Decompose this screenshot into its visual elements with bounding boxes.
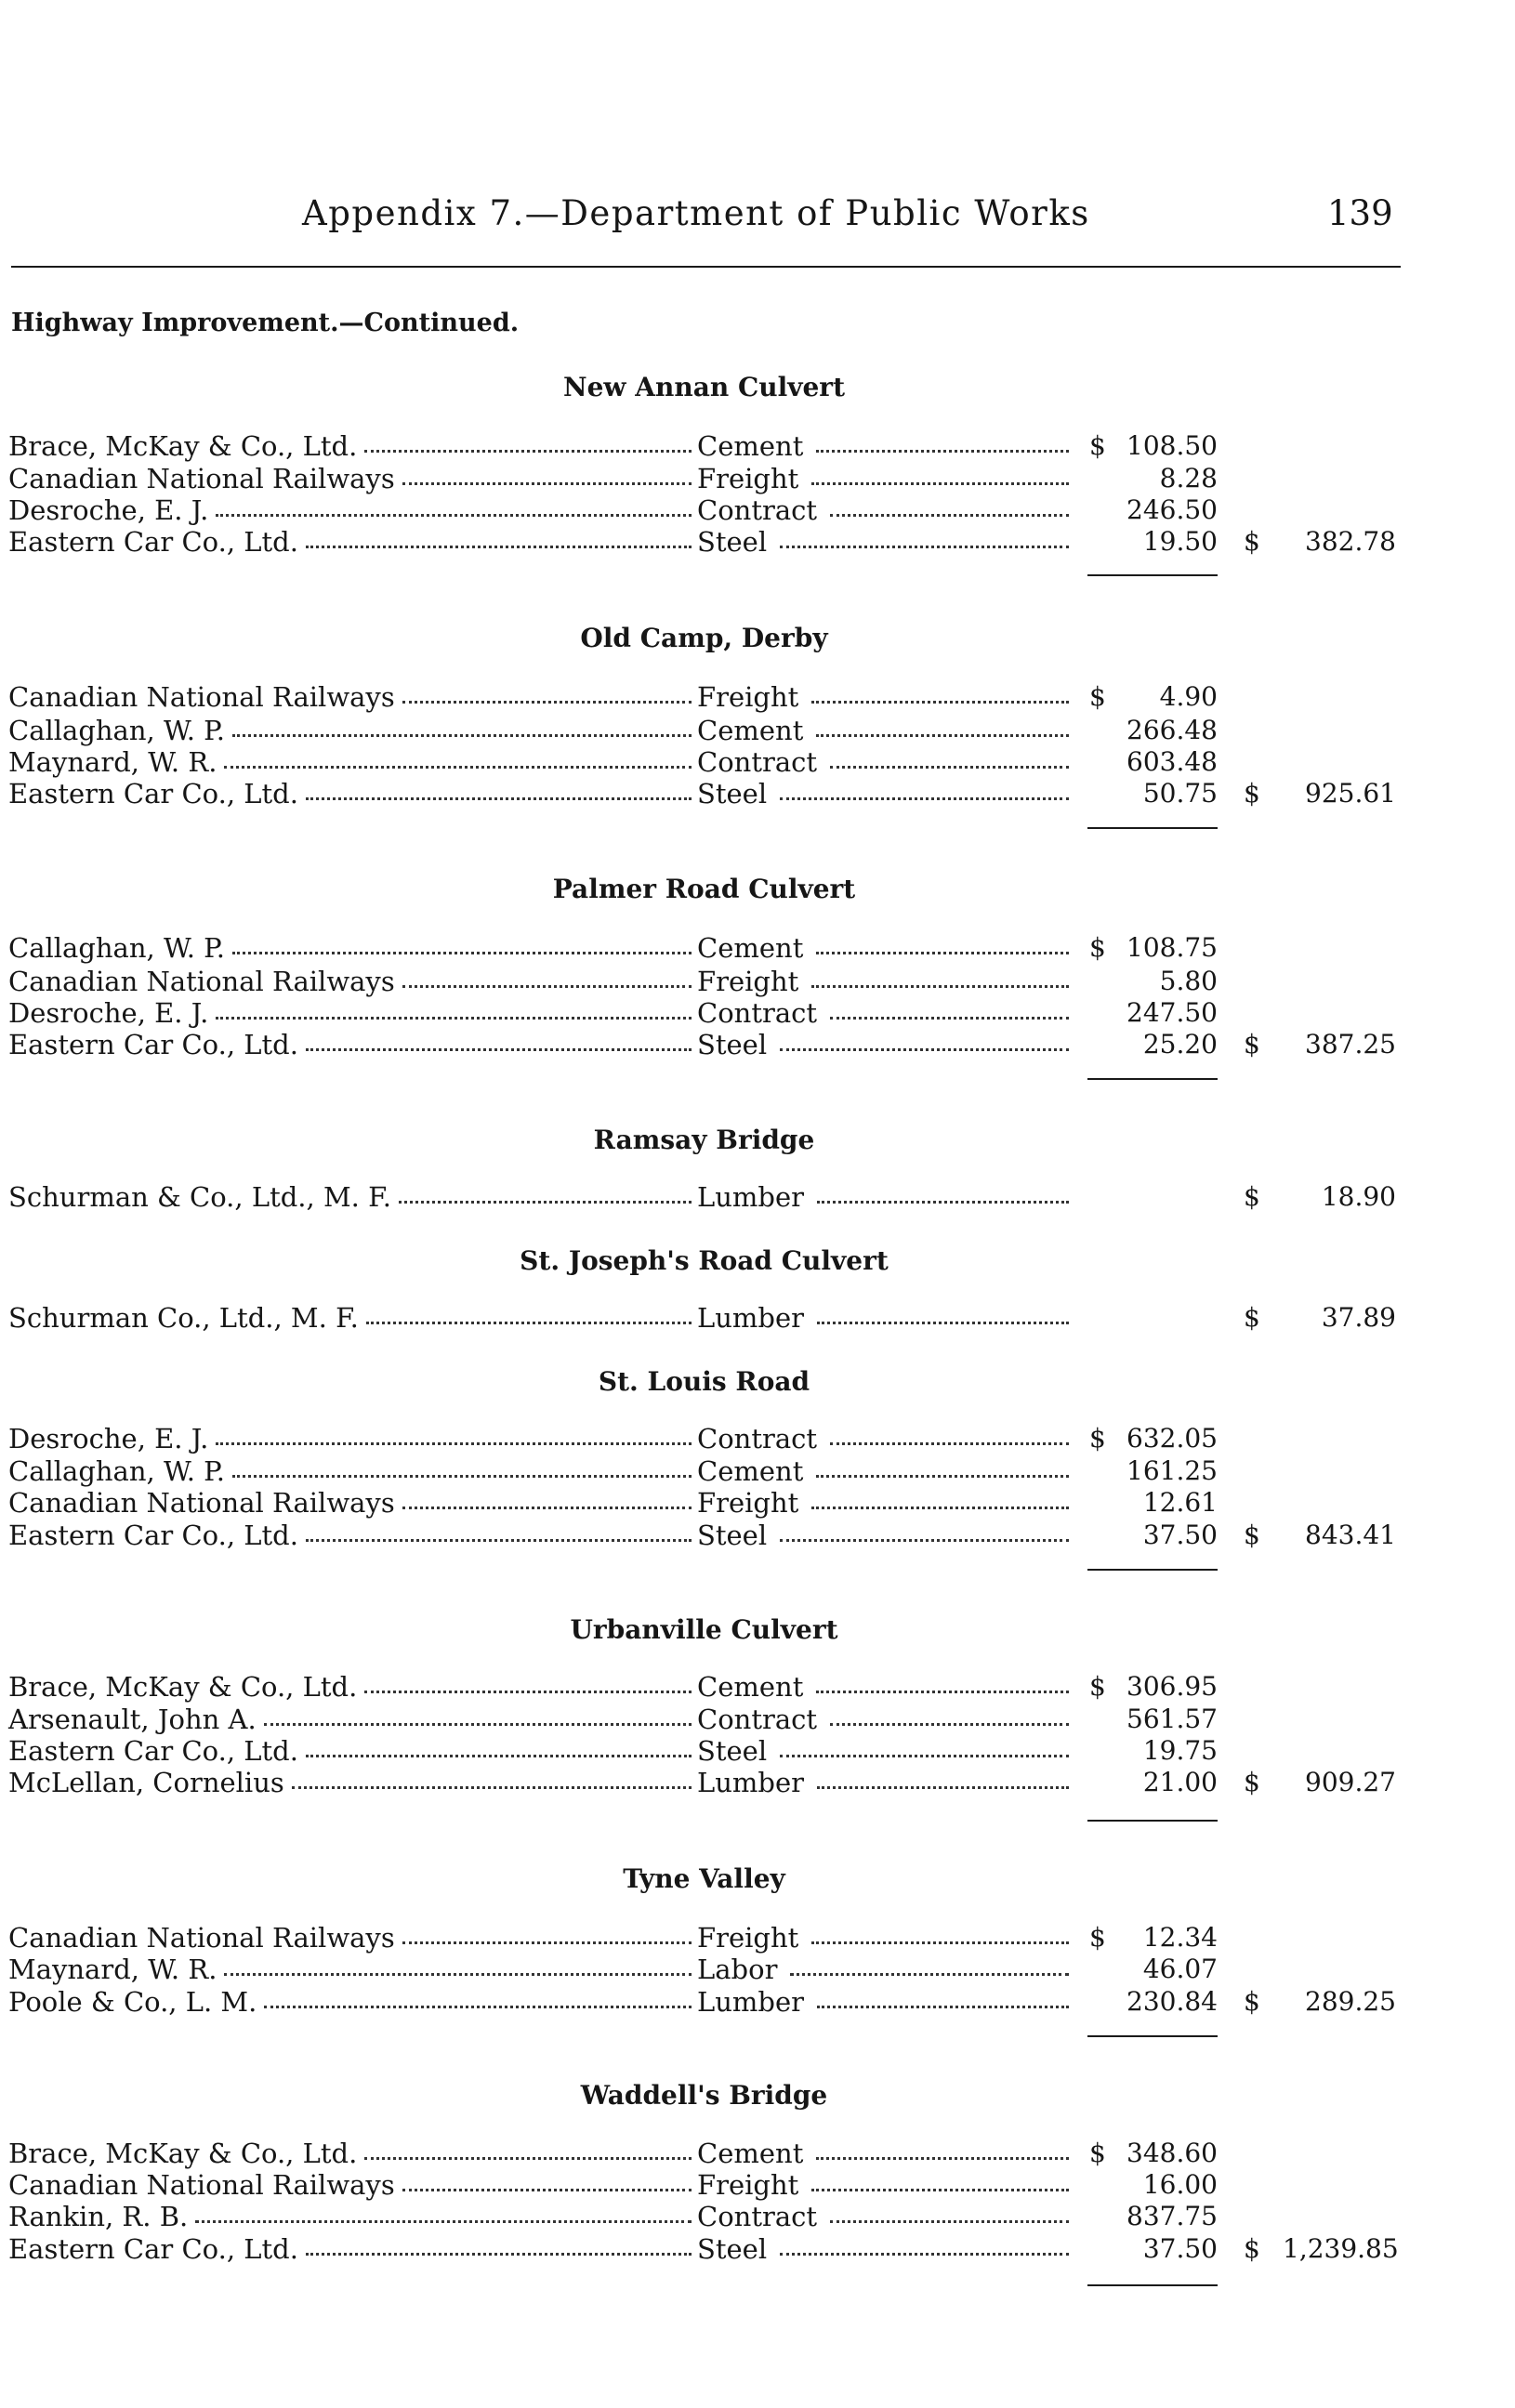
total-dollar-sign: $	[1244, 1520, 1260, 1550]
table-row	[0, 931, 1515, 965]
table-row	[0, 429, 1515, 463]
payee-name: Arsenault, John A.	[8, 1704, 257, 1735]
leader-dots	[364, 1691, 692, 1693]
table-row	[0, 1454, 1515, 1488]
group-total: 909.27	[1305, 1767, 1396, 1797]
payee-name: Eastern Car Co., Ltd.	[8, 1735, 298, 1767]
amount-value: 4.90	[1159, 681, 1218, 712]
table-row	[0, 745, 1515, 779]
expense-item: Labor	[697, 1954, 778, 1985]
table-row	[0, 2232, 1515, 2266]
dollar-sign: $	[1089, 1671, 1106, 1702]
amount-value: 19.75	[1142, 1735, 1218, 1766]
table-row	[0, 2137, 1515, 2170]
amount-value: 12.61	[1142, 1487, 1218, 1518]
leader-dots	[224, 766, 692, 769]
amount-value: 25.20	[1142, 1029, 1218, 1059]
expense-item: Contract	[697, 494, 818, 526]
leader-dots	[216, 1442, 692, 1445]
group-title: Ramsay Bridge	[593, 1125, 815, 1155]
leader-dots	[790, 1973, 1069, 1976]
table-row	[0, 1422, 1515, 1455]
expense-item: Steel	[697, 526, 768, 558]
expense-item: Cement	[697, 2138, 804, 2169]
subtotal-rule	[1087, 2035, 1218, 2037]
leader-dots	[780, 1048, 1069, 1051]
leader-dots	[780, 546, 1069, 548]
total-dollar-sign: $	[1244, 1181, 1260, 1212]
leader-dots	[816, 1475, 1069, 1478]
dollar-sign: $	[1089, 2138, 1106, 2168]
amount-value: 246.50	[1126, 494, 1218, 525]
leader-dots	[306, 1048, 692, 1051]
payee-name: Eastern Car Co., Ltd.	[8, 1029, 298, 1060]
leader-dots	[816, 1691, 1069, 1693]
leader-dots	[224, 1973, 692, 1976]
leader-dots	[264, 2006, 692, 2008]
subtotal-rule	[1087, 574, 1218, 576]
table-row	[0, 1028, 1515, 1061]
expense-item: Cement	[697, 715, 804, 746]
payee-name: Rankin, R. B.	[8, 2201, 189, 2232]
leader-dots	[830, 514, 1069, 517]
table-row	[0, 1766, 1515, 1799]
expense-item: Lumber	[697, 1986, 805, 2018]
table-row	[0, 996, 1515, 1030]
leader-dots	[780, 1539, 1069, 1542]
group-total: 925.61	[1305, 778, 1396, 809]
table-row	[0, 462, 1515, 495]
amount-value: 37.50	[1142, 1520, 1218, 1550]
group-total: 37.89	[1321, 1302, 1396, 1333]
amount-value: 603.48	[1126, 746, 1218, 777]
amount-value: 12.34	[1142, 1922, 1218, 1953]
payee-name: Desroche, E. J.	[8, 494, 209, 526]
payee-name: Canadian National Railways	[8, 966, 395, 997]
amount-value: 21.00	[1142, 1767, 1218, 1797]
group-total: 843.41	[1305, 1520, 1396, 1550]
leader-dots	[402, 701, 692, 704]
payee-name: Desroche, E. J.	[8, 1423, 209, 1454]
payee-name: Brace, McKay & Co., Ltd.	[8, 2138, 358, 2169]
amount-value: 161.25	[1126, 1455, 1218, 1486]
total-dollar-sign: $	[1244, 2233, 1260, 2264]
leader-dots	[830, 766, 1069, 769]
amount-value: 108.75	[1126, 932, 1218, 963]
expense-item: Contract	[697, 2201, 818, 2232]
leader-dots	[811, 482, 1069, 485]
leader-dots	[780, 1755, 1069, 1757]
expense-item: Steel	[697, 1735, 768, 1767]
leader-dots	[830, 1442, 1069, 1445]
dollar-sign: $	[1089, 1423, 1106, 1454]
expense-item: Cement	[697, 1455, 804, 1487]
payee-name: Callaghan, W. P.	[8, 932, 225, 964]
table-row	[0, 714, 1515, 747]
expense-item: Contract	[697, 1704, 818, 1735]
leader-dots	[399, 1201, 692, 1204]
table-row	[0, 965, 1515, 998]
group-title: Waddell's Bridge	[580, 2080, 828, 2111]
expense-item: Lumber	[697, 1181, 805, 1213]
table-row	[0, 1703, 1515, 1736]
leader-dots	[811, 1507, 1069, 1509]
leader-dots	[811, 985, 1069, 988]
leader-dots	[306, 546, 692, 548]
payee-name: Canadian National Railways	[8, 1487, 395, 1519]
leader-dots	[232, 952, 692, 954]
total-dollar-sign: $	[1244, 526, 1260, 557]
leader-dots	[817, 2006, 1069, 2008]
subtotal-rule	[1087, 1078, 1218, 1080]
expense-item: Steel	[697, 1029, 768, 1060]
expense-item: Lumber	[697, 1302, 805, 1334]
leader-dots	[830, 1017, 1069, 1020]
leader-dots	[780, 2253, 1069, 2256]
table-row	[0, 525, 1515, 559]
group-title: St. Louis Road	[598, 1366, 810, 1397]
amount-value: 8.28	[1159, 463, 1218, 493]
group-title: St. Joseph's Road Culvert	[520, 1245, 889, 1276]
leader-dots	[306, 1755, 692, 1757]
leader-dots	[306, 2253, 692, 2256]
leader-dots	[364, 2157, 692, 2160]
table-row	[0, 1921, 1515, 1954]
leader-dots	[811, 2189, 1069, 2191]
group-total: 382.78	[1305, 526, 1396, 557]
leader-dots	[232, 734, 692, 737]
group-title: Old Camp, Derby	[580, 623, 828, 653]
subtotal-rule	[1087, 2284, 1218, 2286]
leader-dots	[402, 985, 692, 988]
payee-name: Maynard, W. R.	[8, 746, 217, 778]
amount-value: 16.00	[1142, 2169, 1218, 2200]
leader-dots	[816, 2157, 1069, 2160]
amount-value: 561.57	[1126, 1704, 1218, 1734]
group-title: Tyne Valley	[623, 1863, 785, 1894]
leader-dots	[402, 482, 692, 485]
table-row	[0, 1519, 1515, 1552]
subtotal-rule	[1087, 827, 1218, 829]
group-total: 1,239.85	[1283, 2233, 1399, 2264]
expense-item: Freight	[697, 681, 799, 713]
subtotal-rule	[1087, 1820, 1218, 1822]
payee-name: Canadian National Railways	[8, 681, 395, 713]
group-title: New Annan Culvert	[563, 372, 845, 402]
dollar-sign: $	[1089, 681, 1106, 712]
amount-value: 37.50	[1142, 2233, 1218, 2264]
payee-name: Brace, McKay & Co., Ltd.	[8, 1671, 358, 1703]
expense-item: Freight	[697, 463, 799, 494]
total-dollar-sign: $	[1244, 1302, 1260, 1333]
leader-dots	[816, 952, 1069, 954]
header-rule	[11, 266, 1401, 268]
leader-dots	[402, 1507, 692, 1509]
running-title: Appendix 7.—Department of Public Works	[302, 193, 1090, 233]
payee-name: Poole & Co., L. M.	[8, 1986, 257, 2018]
leader-dots	[817, 1786, 1069, 1789]
expense-item: Cement	[697, 430, 804, 462]
group-total: 387.25	[1305, 1029, 1396, 1059]
amount-value: 230.84	[1126, 1986, 1218, 2017]
amount-value: 5.80	[1159, 966, 1218, 996]
expense-item: Steel	[697, 778, 768, 809]
payee-name: Eastern Car Co., Ltd.	[8, 526, 298, 558]
table-row	[0, 1985, 1515, 2019]
table-row	[0, 1953, 1515, 1986]
total-dollar-sign: $	[1244, 1986, 1260, 2017]
payee-name: Eastern Car Co., Ltd.	[8, 2233, 298, 2265]
expense-item: Lumber	[697, 1767, 805, 1798]
leader-dots	[264, 1723, 692, 1726]
leader-dots	[216, 514, 692, 517]
amount-value: 632.05	[1126, 1423, 1218, 1454]
leader-dots	[366, 1322, 692, 1324]
dollar-sign: $	[1089, 932, 1106, 963]
table-row	[0, 1486, 1515, 1520]
leader-dots	[816, 450, 1069, 453]
table-row	[0, 1301, 1515, 1335]
group-title: Palmer Road Culvert	[552, 874, 856, 904]
expense-item: Steel	[697, 2233, 768, 2265]
expense-item: Steel	[697, 1520, 768, 1551]
amount-value: 46.07	[1142, 1954, 1218, 1984]
leader-dots	[402, 1941, 692, 1944]
table-row	[0, 777, 1515, 810]
leader-dots	[817, 1322, 1069, 1324]
dollar-sign: $	[1089, 1922, 1106, 1953]
payee-name: Callaghan, W. P.	[8, 1455, 225, 1487]
payee-name: Eastern Car Co., Ltd.	[8, 1520, 298, 1551]
table-row	[0, 2168, 1515, 2202]
expense-item: Contract	[697, 997, 818, 1029]
leader-dots	[780, 797, 1069, 800]
table-row	[0, 1670, 1515, 1704]
leader-dots	[817, 1201, 1069, 1204]
payee-name: Canadian National Railways	[8, 2169, 395, 2201]
group-total: 289.25	[1305, 1986, 1396, 2017]
leader-dots	[232, 1475, 692, 1478]
payee-name: Desroche, E. J.	[8, 997, 209, 1029]
table-row	[0, 493, 1515, 527]
leader-dots	[811, 1941, 1069, 1944]
leader-dots	[216, 1017, 692, 1020]
table-row	[0, 2200, 1515, 2233]
payee-name: Canadian National Railways	[8, 463, 395, 494]
dollar-sign: $	[1089, 430, 1106, 461]
expense-item: Contract	[697, 746, 818, 778]
expense-item: Contract	[697, 1423, 818, 1454]
amount-value: 348.60	[1126, 2138, 1218, 2168]
leader-dots	[816, 734, 1069, 737]
table-row	[0, 1734, 1515, 1768]
group-total: 18.90	[1321, 1181, 1396, 1212]
group-title: Urbanville Culvert	[570, 1614, 838, 1645]
payee-name: Canadian National Railways	[8, 1922, 395, 1954]
leader-dots	[306, 1539, 692, 1542]
expense-item: Freight	[697, 1487, 799, 1519]
expense-item: Cement	[697, 932, 804, 964]
leader-dots	[306, 797, 692, 800]
payee-name: Schurman & Co., Ltd., M. F.	[8, 1181, 391, 1213]
table-row	[0, 1180, 1515, 1214]
leader-dots	[402, 2189, 692, 2191]
page-number: 139	[1327, 193, 1393, 233]
amount-value: 108.50	[1126, 430, 1218, 461]
total-dollar-sign: $	[1244, 1029, 1260, 1059]
leader-dots	[292, 1786, 692, 1789]
expense-item: Freight	[697, 2169, 799, 2201]
amount-value: 266.48	[1126, 715, 1218, 745]
leader-dots	[195, 2220, 692, 2223]
leader-dots	[830, 1723, 1069, 1726]
expense-item: Freight	[697, 966, 799, 997]
amount-value: 247.50	[1126, 997, 1218, 1028]
payee-name: Maynard, W. R.	[8, 1954, 217, 1985]
payee-name: Eastern Car Co., Ltd.	[8, 778, 298, 809]
amount-value: 837.75	[1126, 2201, 1218, 2231]
payee-name: Brace, McKay & Co., Ltd.	[8, 430, 358, 462]
total-dollar-sign: $	[1244, 1767, 1260, 1797]
section-caption: Highway Improvement.—Continued.	[11, 309, 520, 337]
table-row	[0, 680, 1515, 714]
payee-name: Callaghan, W. P.	[8, 715, 225, 746]
expense-item: Cement	[697, 1671, 804, 1703]
total-dollar-sign: $	[1244, 778, 1260, 809]
expense-item: Freight	[697, 1922, 799, 1954]
amount-value: 306.95	[1126, 1671, 1218, 1702]
amount-value: 19.50	[1142, 526, 1218, 557]
subtotal-rule	[1087, 1569, 1218, 1571]
amount-value: 50.75	[1142, 778, 1218, 809]
payee-name: Schurman Co., Ltd., M. F.	[8, 1302, 359, 1334]
leader-dots	[364, 450, 692, 453]
payee-name: McLellan, Cornelius	[8, 1767, 284, 1798]
leader-dots	[830, 2220, 1069, 2223]
leader-dots	[811, 701, 1069, 704]
